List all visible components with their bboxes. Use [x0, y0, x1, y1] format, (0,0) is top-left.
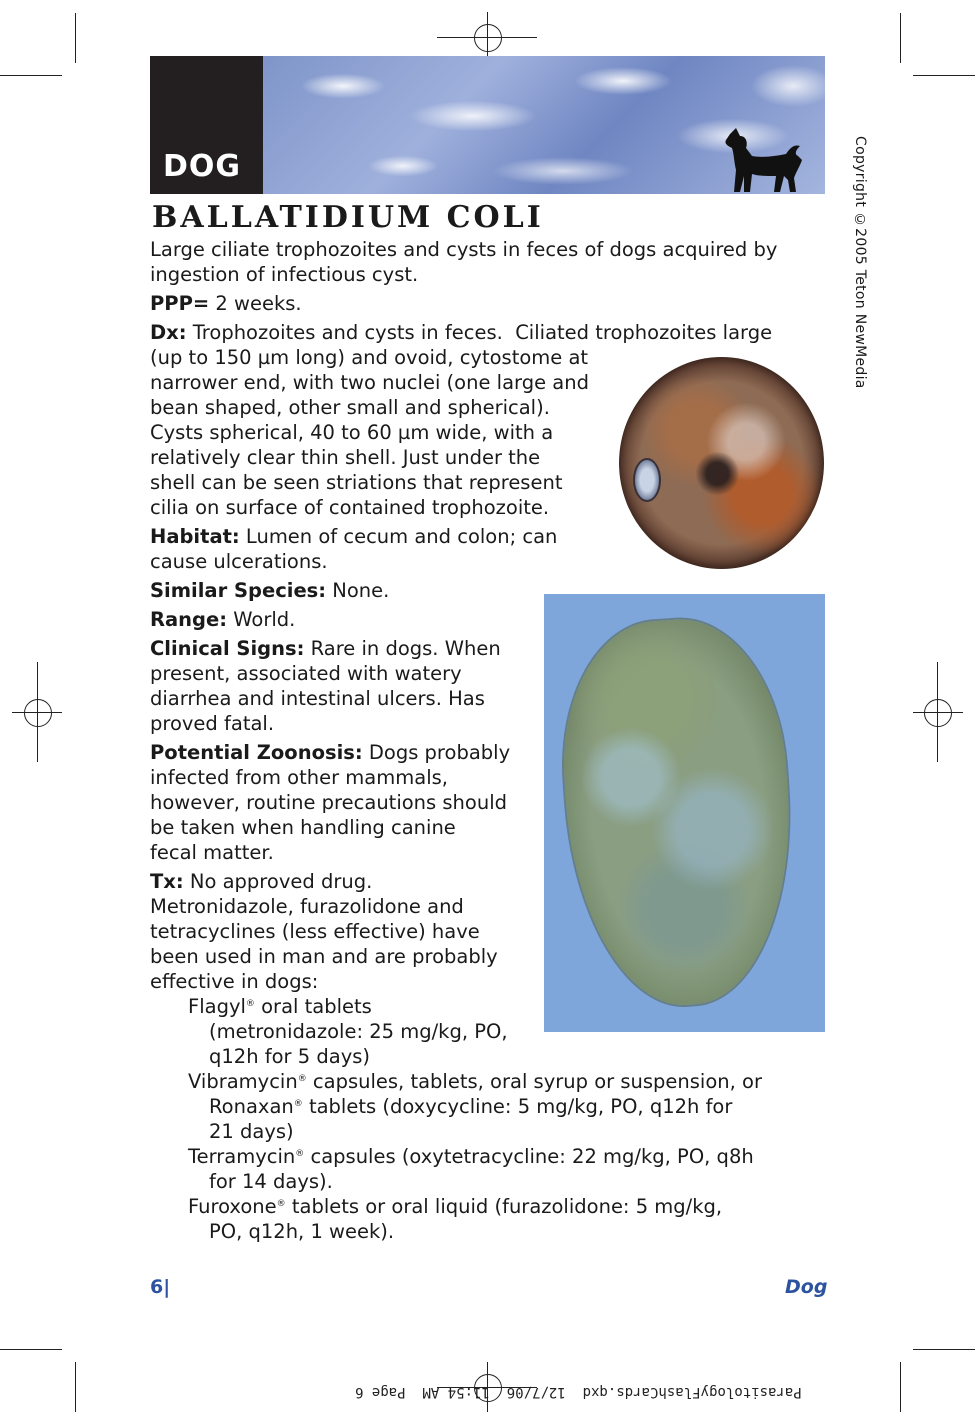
- similar-species-line: [150, 578, 389, 603]
- ppp-line: [150, 291, 302, 316]
- drug-name: Vibramycin: [188, 1070, 298, 1093]
- category-label: DOG: [163, 149, 242, 184]
- section-name: Dog: [785, 1276, 828, 1298]
- dx-line: [150, 320, 772, 345]
- habitat-label: Habitat:: [150, 525, 240, 548]
- range-label: Range:: [150, 608, 228, 631]
- zoonosis-line: [150, 740, 510, 765]
- category-tag: [150, 56, 263, 194]
- drug-item-vibramycin: [188, 1069, 762, 1094]
- copyright-notice: Copyright ©2005 Teton NewMedia: [852, 136, 868, 389]
- registered-mark: ®: [245, 999, 255, 1009]
- drug-name: Terramycin: [188, 1145, 296, 1168]
- dx-text: Trophozoites and cysts in feces. Ciliated trophozoites large: [186, 321, 773, 344]
- intro-line: ingestion of infectious cyst.: [150, 263, 419, 286]
- drug-item-furoxone: [188, 1194, 722, 1219]
- drug-item-terramycin: [188, 1144, 754, 1169]
- intro-line: Large ciliate trophozoites and cysts in feces of dogs acquired by: [150, 238, 778, 261]
- crop-mark: [913, 75, 975, 76]
- clinical-signs-line: [150, 636, 501, 661]
- dx-line: bean shaped, other small and spherical).: [150, 396, 550, 419]
- drug-text: tablets or oral liquid (furazolidone: 5 mg/kg,: [285, 1195, 723, 1218]
- registration-circle-icon: [924, 699, 952, 727]
- habitat-text: Lumen of cecum and colon; can: [239, 525, 558, 548]
- crop-mark: [913, 1349, 975, 1350]
- zoonosis-label: Potential Zoonosis:: [150, 741, 363, 764]
- drug-name: Furoxone: [188, 1195, 277, 1218]
- zoonosis-line: fecal matter.: [150, 841, 274, 864]
- zoonosis-line: however, routine precautions should: [150, 791, 507, 814]
- clinical-signs-line: diarrhea and intestinal ulcers. Has: [150, 687, 485, 710]
- drug-text: tablets (doxycycline: 5 mg/kg, PO, q12h for: [302, 1095, 733, 1118]
- habitat-line: [150, 524, 557, 549]
- treatment-line: [150, 869, 372, 894]
- zoonosis-line: infected from other mammals,: [150, 766, 448, 789]
- cyst-nucleus: [633, 458, 661, 502]
- dx-line: narrower end, with two nuclei (one large and: [150, 371, 589, 394]
- treatment-label: Tx:: [150, 870, 184, 893]
- drug-text: capsules (oxytetracycline: 22 mg/kg, PO, q8h: [304, 1145, 754, 1168]
- page-title: BALLATIDIUM COLI: [152, 200, 544, 235]
- page-number: 6|: [150, 1276, 171, 1298]
- similar-species-label: Similar Species:: [150, 579, 327, 602]
- treatment-line: been used in man and are probably: [150, 945, 498, 968]
- header-banner: [150, 56, 825, 194]
- crop-mark: [0, 1349, 62, 1350]
- clinical-signs-line: present, associated with watery: [150, 662, 462, 685]
- registered-mark: ®: [276, 1199, 286, 1209]
- range-value: World.: [227, 608, 296, 631]
- crop-mark: [0, 75, 62, 76]
- crop-mark: [900, 1362, 901, 1412]
- dx-line: shell can be seen striations that represent: [150, 471, 563, 494]
- similar-species-value: None.: [326, 579, 390, 602]
- clinical-signs-line: proved fatal.: [150, 712, 275, 735]
- treatment-line: tetracyclines (less effective) have: [150, 920, 480, 943]
- clinical-signs-label: Clinical Signs:: [150, 637, 305, 660]
- zoonosis-text: Dogs probably: [362, 741, 511, 764]
- dx-line: relatively clear thin shell. Just under the: [150, 446, 541, 469]
- habitat-line: cause ulcerations.: [150, 550, 328, 573]
- dx-line: (up to 150 µm long) and ovoid, cytostome at: [150, 346, 589, 369]
- clinical-signs-text: Rare in dogs. When: [304, 637, 501, 660]
- treatment-line: Metronidazole, furazolidone and: [150, 895, 464, 918]
- drug-line: [209, 1094, 732, 1119]
- drug-text: capsules, tablets, oral syrup or suspension, or: [306, 1070, 762, 1093]
- crop-mark: [900, 13, 901, 63]
- treatment-line: effective in dogs:: [150, 970, 319, 993]
- dog-silhouette-icon: [722, 126, 808, 194]
- drug-name: Ronaxan: [209, 1095, 294, 1118]
- ppp-value: 2 weeks.: [209, 292, 302, 315]
- zoonosis-line: be taken when handling canine: [150, 816, 456, 839]
- print-slug: ParasitologyFlashCards.qxd 12/7/06 11:54 AM Page 6: [355, 1384, 802, 1400]
- registered-mark: ®: [295, 1149, 305, 1159]
- registration-circle-icon: [24, 699, 52, 727]
- registered-mark: ®: [297, 1074, 307, 1084]
- drug-line: (metronidazole: 25 mg/kg, PO,: [209, 1020, 508, 1043]
- crop-mark: [75, 13, 76, 63]
- drug-text: oral tablets: [254, 995, 372, 1018]
- drug-line: for 14 days).: [209, 1170, 333, 1193]
- drug-line: PO, q12h, 1 week).: [209, 1220, 395, 1243]
- dx-line: Cysts spherical, 40 to 60 µm wide, with a: [150, 421, 554, 444]
- ppp-label: PPP=: [150, 292, 210, 315]
- registered-mark: ®: [293, 1099, 303, 1109]
- registration-circle-icon: [474, 24, 502, 52]
- treatment-text: No approved drug.: [183, 870, 373, 893]
- dx-label: Dx:: [150, 321, 187, 344]
- range-line: [150, 607, 295, 632]
- dx-line: cilia on surface of contained trophozoite.: [150, 496, 550, 519]
- crop-mark: [75, 1362, 76, 1412]
- drug-name: Flagyl: [188, 995, 246, 1018]
- drug-item-flagyl: [188, 994, 372, 1019]
- drug-line: 21 days): [209, 1120, 294, 1143]
- drug-line: q12h for 5 days): [209, 1045, 370, 1068]
